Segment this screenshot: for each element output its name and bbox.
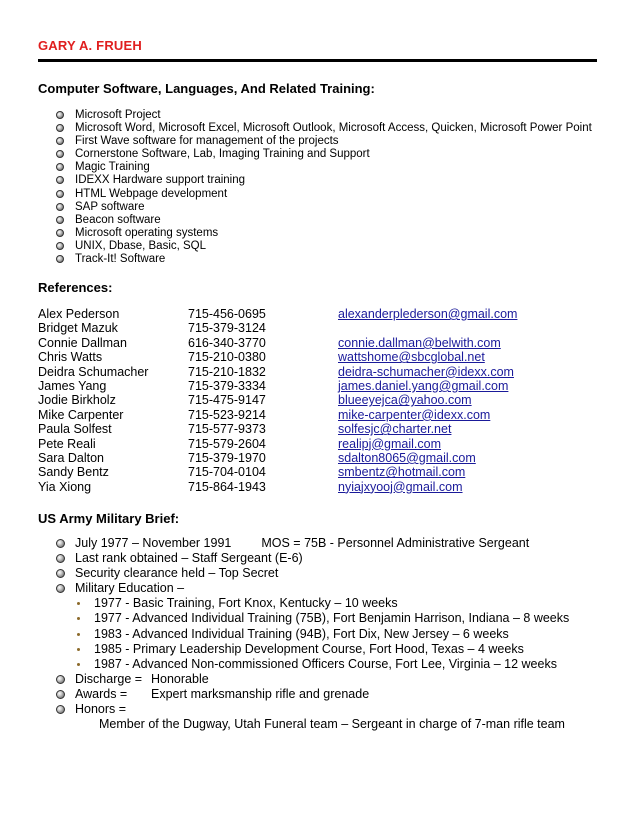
education-entry [75,596,601,611]
bullet-icon [56,569,65,578]
bullet-icon [56,163,64,171]
reference-name: James Yang [38,378,107,393]
reference-email-link[interactable]: realipj@gmail.com [338,436,441,451]
reference-phone: 715-379-3334 [188,378,266,393]
resume-name: GARY A. FRUEH [38,38,142,53]
reference-name: Chris Watts [38,350,103,365]
reference-name: Yia Xiong [38,479,92,494]
bullet-icon [56,675,65,684]
software-item-text: Beacon software [75,213,161,226]
bullet-icon [56,137,64,145]
sub-bullet-icon [77,633,80,636]
discharge-item [56,672,601,687]
awards-value: Expert marksmanship rifle and grenade [151,687,370,702]
bullet-icon [56,190,64,198]
software-item [56,201,592,214]
software-item-text: SAP software [75,200,145,213]
software-item [56,148,592,161]
reference-email-link[interactable]: connie.dallman@belwith.com [338,335,501,350]
reference-phone: 715-579-2604 [188,436,266,451]
software-item [56,214,592,227]
software-item [56,240,592,253]
education-entry [75,642,601,657]
software-item [56,253,592,266]
army-heading: US Army Military Brief: [38,511,180,526]
software-item-text: HTML Webpage development [75,187,228,200]
reference-email-link[interactable]: sdalton8065@gmail.com [338,450,476,465]
software-item [56,135,592,148]
software-item [56,174,592,187]
service-item [56,536,601,551]
reference-phone: 715-577-9373 [188,422,266,437]
software-item [56,109,592,122]
reference-phone: 715-475-9147 [188,393,266,408]
reference-email-link[interactable]: nyiajxyooj@gmail.com [338,479,463,494]
clearance-text: Security clearance held – Top Secret [75,566,279,580]
reference-name: Mike Carpenter [38,407,124,422]
reference-phone: 715-379-3124 [188,321,266,336]
reference-email-link[interactable]: wattshome@sbcglobal.net [338,350,485,365]
reference-name: Bridget Mazuk [38,321,118,336]
software-item [56,188,592,201]
software-item-text: Microsoft Project [75,109,161,121]
reference-email-link[interactable]: smbentz@hotmail.com [338,465,466,480]
reference-name: Paula Solfest [38,422,112,437]
sub-bullet-icon [77,648,80,651]
education-list [75,596,601,672]
awards-item [56,687,601,702]
bullet-icon [56,539,65,548]
education-entry-text: 1977 - Basic Training, Fort Knox, Kentucky – 10 weeks [94,596,398,610]
bullet-icon [56,150,64,158]
reference-phone: 715-864-1943 [188,479,266,494]
education-entry [75,627,601,642]
reference-phone: 715-210-1832 [188,364,266,379]
education-entry [75,657,601,672]
reference-name: Deidra Schumacher [38,364,149,379]
awards-label: Awards = [75,687,128,702]
software-item-text: First Wave software for management of the projects [75,135,339,148]
reference-name: Connie Dallman [38,335,127,350]
software-item [56,122,592,135]
bullet-icon [56,124,64,132]
software-item-text: Cornerstone Software, Lab, Imaging Training and Support [75,148,370,161]
education-entry-text: 1985 - Primary Leadership Development Course, Fort Hood, Texas – 4 weeks [94,641,524,656]
reference-name: Pete Reali [38,436,96,451]
software-heading: Computer Software, Languages, And Related Training: [38,81,375,96]
reference-email-link[interactable]: deidra-schumacher@idexx.com [338,364,514,379]
rank-text: Last rank obtained – Staff Sergeant (E-6) [75,551,303,565]
bullet-icon [56,229,64,237]
reference-name: Jodie Birkholz [38,393,116,408]
reference-phone: 715-456-0695 [188,307,266,321]
software-item [56,161,592,174]
reference-email-link[interactable]: solfesjc@charter.net [338,422,452,437]
software-item-text: Magic Training [75,161,150,174]
sub-bullet-icon [77,602,80,605]
honors-label: Honors = [75,702,127,717]
bullet-icon [56,111,64,119]
discharge-value: Honorable [151,672,209,687]
software-item-text: UNIX, Dbase, Basic, SQL [75,239,207,252]
bullet-icon [56,705,65,714]
sub-bullet-icon [77,663,80,666]
sub-bullet-icon [77,617,80,620]
service-dates: July 1977 – November 1991 [75,536,232,550]
rank-item [56,551,601,566]
reference-name: Sandy Bentz [38,465,109,480]
clearance-item [56,566,601,581]
education-item [56,581,601,672]
reference-email-link[interactable]: blueeyejca@yahoo.com [338,393,472,408]
education-entry [75,611,601,626]
education-entry-text: 1983 - Advanced Individual Training (94B), Fort Dix, New Jersey – 6 weeks [94,626,509,641]
reference-phone: 616-340-3770 [188,335,266,350]
reference-email-link[interactable]: james.daniel.yang@gmail.com [338,378,509,393]
discharge-label: Discharge = [75,672,143,687]
honors-value: Member of the Dugway, Utah Funeral team – Sergeant in charge of 7-man rifle team [99,717,565,732]
reference-phone: 715-523-9214 [188,407,266,422]
mos-text: MOS = 75B - Personnel Administrative Sergeant [261,536,530,550]
reference-name: Sara Dalton [38,450,105,465]
reference-phone: 715-210-0380 [188,350,266,365]
education-entry-text: 1977 - Advanced Individual Training (75B), Fort Benjamin Harrison, Indiana – 8 weeks [94,611,570,626]
references-heading: References: [38,280,113,295]
software-item-text: IDEXX Hardware support training [75,174,246,187]
education-entry-text: 1987 - Advanced Non-commissioned Officers Course, Fort Lee, Virginia – 12 weeks [94,657,557,672]
software-item-text: Microsoft Word, Microsoft Excel, Microsoft Outlook, Microsoft Access, Quicken, Microsoft Power Point [75,122,592,135]
honors-item [56,702,601,732]
bullet-icon [56,176,64,184]
software-item-text: Track-It! Software [75,253,166,266]
army-list [56,536,601,732]
reference-phone: 715-379-1970 [188,450,266,465]
reference-email-link[interactable]: alexanderplederson@gmail.com [338,307,518,321]
reference-phone: 715-704-0104 [188,465,266,480]
reference-name: Alex Pederson [38,307,120,321]
reference-email-link[interactable]: mike-carpenter@idexx.com [338,407,491,422]
software-item-text: Microsoft operating systems [75,226,219,239]
bullet-icon [56,203,64,211]
bullet-icon [56,255,64,263]
bullet-icon [56,242,64,250]
education-label: Military Education – [75,581,185,595]
bullet-icon [56,554,65,563]
software-list [56,109,592,266]
header-rule [38,59,597,62]
software-item [56,227,592,240]
bullet-icon [56,216,64,224]
bullet-icon [56,584,65,593]
bullet-icon [56,690,65,699]
